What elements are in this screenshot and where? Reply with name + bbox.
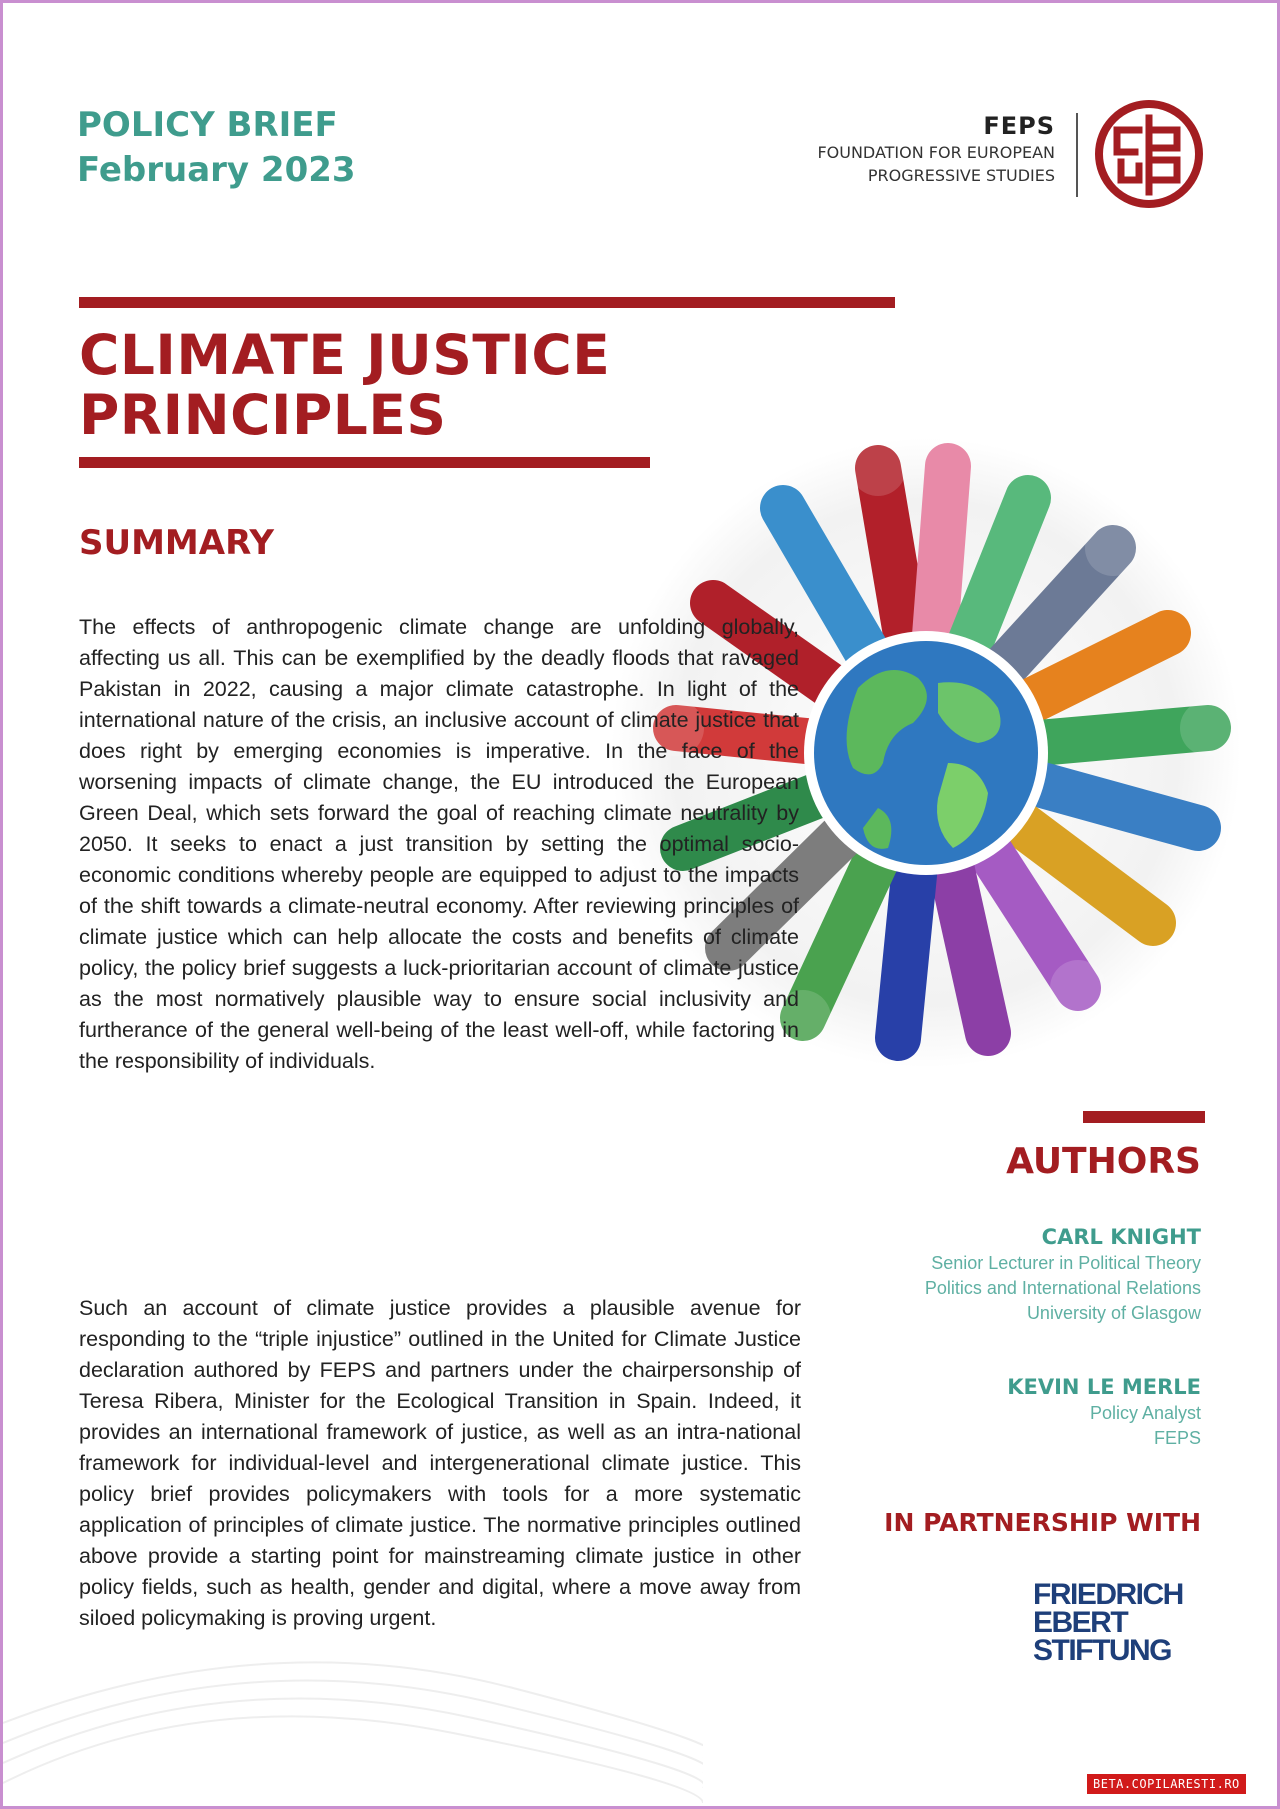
- summary-paragraph-2: Such an account of climate justice provides a plausible avenue for responding to the “triple injustice” outlined in the United for Climate Justice declaration authored by FEPS and partners under the chairpersonship of Teresa Ribera, Minister for the Ecological Transition in Spain. Indeed, it provides an international framework of justice, as well as an intra-national framework for individual-level and intergenerational climate justice. This policy brief provides policymakers with tools for a more systematic application of principles of climate justice. The normative principles outlined above provide a starting point for mainstreaming climate justice in other policy fields, such as health, gender and digital, where a move away from siloed policymaking is proving urgent.: [79, 1296, 801, 1630]
- author-affiliation-line: Politics and International Relations: [924, 1278, 1201, 1298]
- feps-divider: [1076, 113, 1078, 197]
- feps-org-block: [817, 111, 1055, 187]
- brief-label: [77, 103, 356, 193]
- authors-rule: [1083, 1111, 1205, 1123]
- summary-heading: SUMMARY: [79, 523, 275, 563]
- fes-logo-line-2: EBERT: [1033, 1606, 1128, 1639]
- title-line-1: CLIMATE JUSTICE: [79, 323, 611, 387]
- partnership-heading: IN PARTNERSHIP WITH: [884, 1508, 1201, 1537]
- title-bottom-rule: [79, 457, 650, 468]
- document-title: [79, 325, 610, 445]
- feps-full-name-line1: FOUNDATION FOR EUROPEAN: [817, 143, 1055, 162]
- feps-short-name: FEPS: [983, 112, 1055, 140]
- summary-paragraph-1: The effects of anthropogenic climate change are unfolding globally, affecting us all. This can be exemplified by the deadly floods that ravaged Pakistan in 2022, causing a major climate catastrophe. In light of the international nature of the crisis, an inclusive account of climate justice that does right by emerging economies is imperative. In the face of the worsening impacts of climate change, the EU introduced the European Green Deal, which sets forward the goal of reaching climate neutrality by 2050. It seeks to enact a just transition by setting the optimal socio-economic conditions whereby people are equipped to adjust to the impacts of the shift towards a climate-neutral economy. After reviewing principles of climate justice which can help allocate the costs and benefits of climate policy, the policy brief suggests a luck-prioritarian account of climate justice as the most normatively plausible way to ensure social inclusivity and furtherance of the general well-being of the least well-off, while factoring in the responsibility of individuals.: [79, 615, 799, 1073]
- author-affiliation-line: FEPS: [1153, 1428, 1201, 1448]
- title-top-rule: [79, 297, 895, 308]
- author-name: CARL KNIGHT: [1041, 1225, 1201, 1249]
- watermark-badge: BETA.COPILARESTI.RO: [1087, 1774, 1246, 1794]
- fes-logo: [1033, 1578, 1183, 1667]
- author-entry: [1007, 1373, 1201, 1451]
- feps-logo-icon: [1093, 100, 1205, 208]
- fes-logo-line-1: FRIEDRICH: [1033, 1578, 1183, 1611]
- author-name: KEVIN LE MERLE: [1007, 1375, 1201, 1399]
- author-affiliation-line: University of Glasgow: [1026, 1303, 1201, 1323]
- fes-logo-line-3: STIFTUNG: [1033, 1634, 1171, 1667]
- decorative-swirl: [3, 1563, 703, 1806]
- author-affiliation-line: Policy Analyst: [1089, 1403, 1201, 1423]
- brief-date: February 2023: [77, 150, 356, 190]
- authors-heading: AUTHORS: [1006, 1141, 1201, 1182]
- author-entry: [925, 1223, 1201, 1326]
- author-affiliation-line: Senior Lecturer in Political Theory: [931, 1253, 1201, 1273]
- title-line-2: PRINCIPLES: [79, 383, 447, 447]
- feps-full-name-line2: PROGRESSIVE STUDIES: [867, 166, 1055, 185]
- brief-type: POLICY BRIEF: [77, 105, 338, 145]
